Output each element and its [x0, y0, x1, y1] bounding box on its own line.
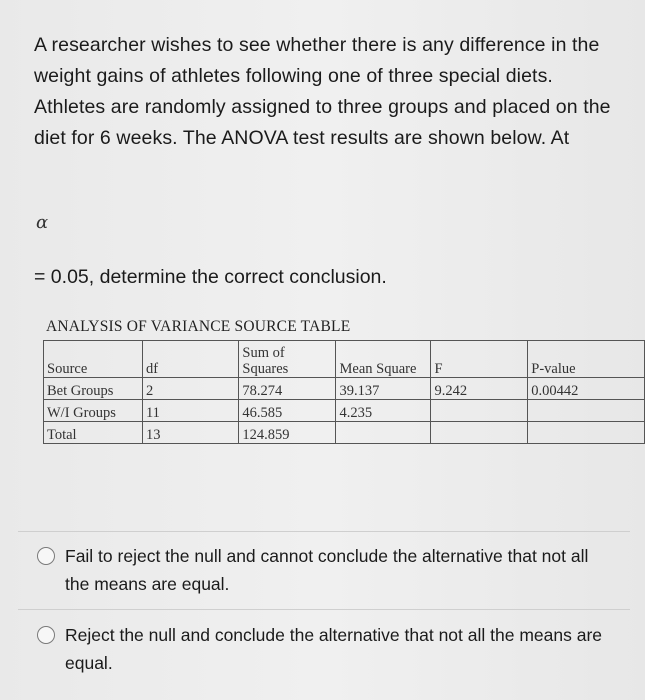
- radio-button-icon[interactable]: [37, 626, 55, 644]
- cell-ss: 46.585: [239, 400, 336, 422]
- cell-ms: 4.235: [336, 400, 431, 422]
- cell-f: [431, 400, 528, 422]
- header-ss-line1: Sum of: [242, 345, 285, 361]
- cell-df: 11: [142, 400, 238, 422]
- option-label: Fail to reject the null and cannot conclude the alternative that not all the means are equal.: [65, 546, 589, 594]
- significance-level-text: = 0.05, determine the correct conclusion.: [34, 266, 387, 288]
- header-f: F: [431, 341, 528, 378]
- alpha-symbol: α: [36, 212, 49, 233]
- header-mean-square: Mean Square: [336, 341, 431, 378]
- table-row: [44, 422, 645, 444]
- table-row: [44, 378, 645, 400]
- header-source: Source: [44, 341, 143, 378]
- cell-source: W/I Groups: [44, 400, 143, 422]
- cell-ss: 78.274: [239, 378, 336, 400]
- header-ss-line2: Squares: [242, 361, 289, 377]
- cell-p: 0.00442: [528, 378, 645, 400]
- cell-ms: 39.137: [336, 378, 431, 400]
- cell-df: 13: [142, 422, 238, 444]
- question-text: A researcher wishes to see whether there is any difference in the weight gains of athletes following one of three special diets. Athletes are randomly assigned to three groups and placed on the diet for 6 weeks. The ANOVA test results are shown below. At: [34, 34, 611, 149]
- option-fail-to-reject[interactable]: [37, 542, 617, 598]
- cell-f: [431, 422, 528, 444]
- header-sum-of-squares: [239, 341, 336, 378]
- option-label: Reject the null and conclude the alternative that not all the means are equal.: [65, 625, 603, 673]
- option-reject-null[interactable]: [37, 621, 617, 677]
- options-divider-middle: [18, 609, 630, 610]
- cell-source: Total: [44, 422, 143, 444]
- header-df: df: [142, 341, 238, 378]
- cell-ss: 124.859: [239, 422, 336, 444]
- cell-ms: [336, 422, 431, 444]
- table-header-row: [44, 341, 645, 378]
- anova-table-title: ANALYSIS OF VARIANCE SOURCE TABLE: [46, 318, 351, 335]
- cell-p: [528, 400, 645, 422]
- cell-p: [528, 422, 645, 444]
- table-row: [44, 400, 645, 422]
- cell-df: 2: [142, 378, 238, 400]
- cell-source: Bet Groups: [44, 378, 143, 400]
- radio-button-icon[interactable]: [37, 547, 55, 565]
- anova-table: [43, 340, 645, 444]
- cell-f: 9.242: [431, 378, 528, 400]
- header-p-value: P-value: [528, 341, 645, 378]
- options-divider-top: [18, 531, 630, 532]
